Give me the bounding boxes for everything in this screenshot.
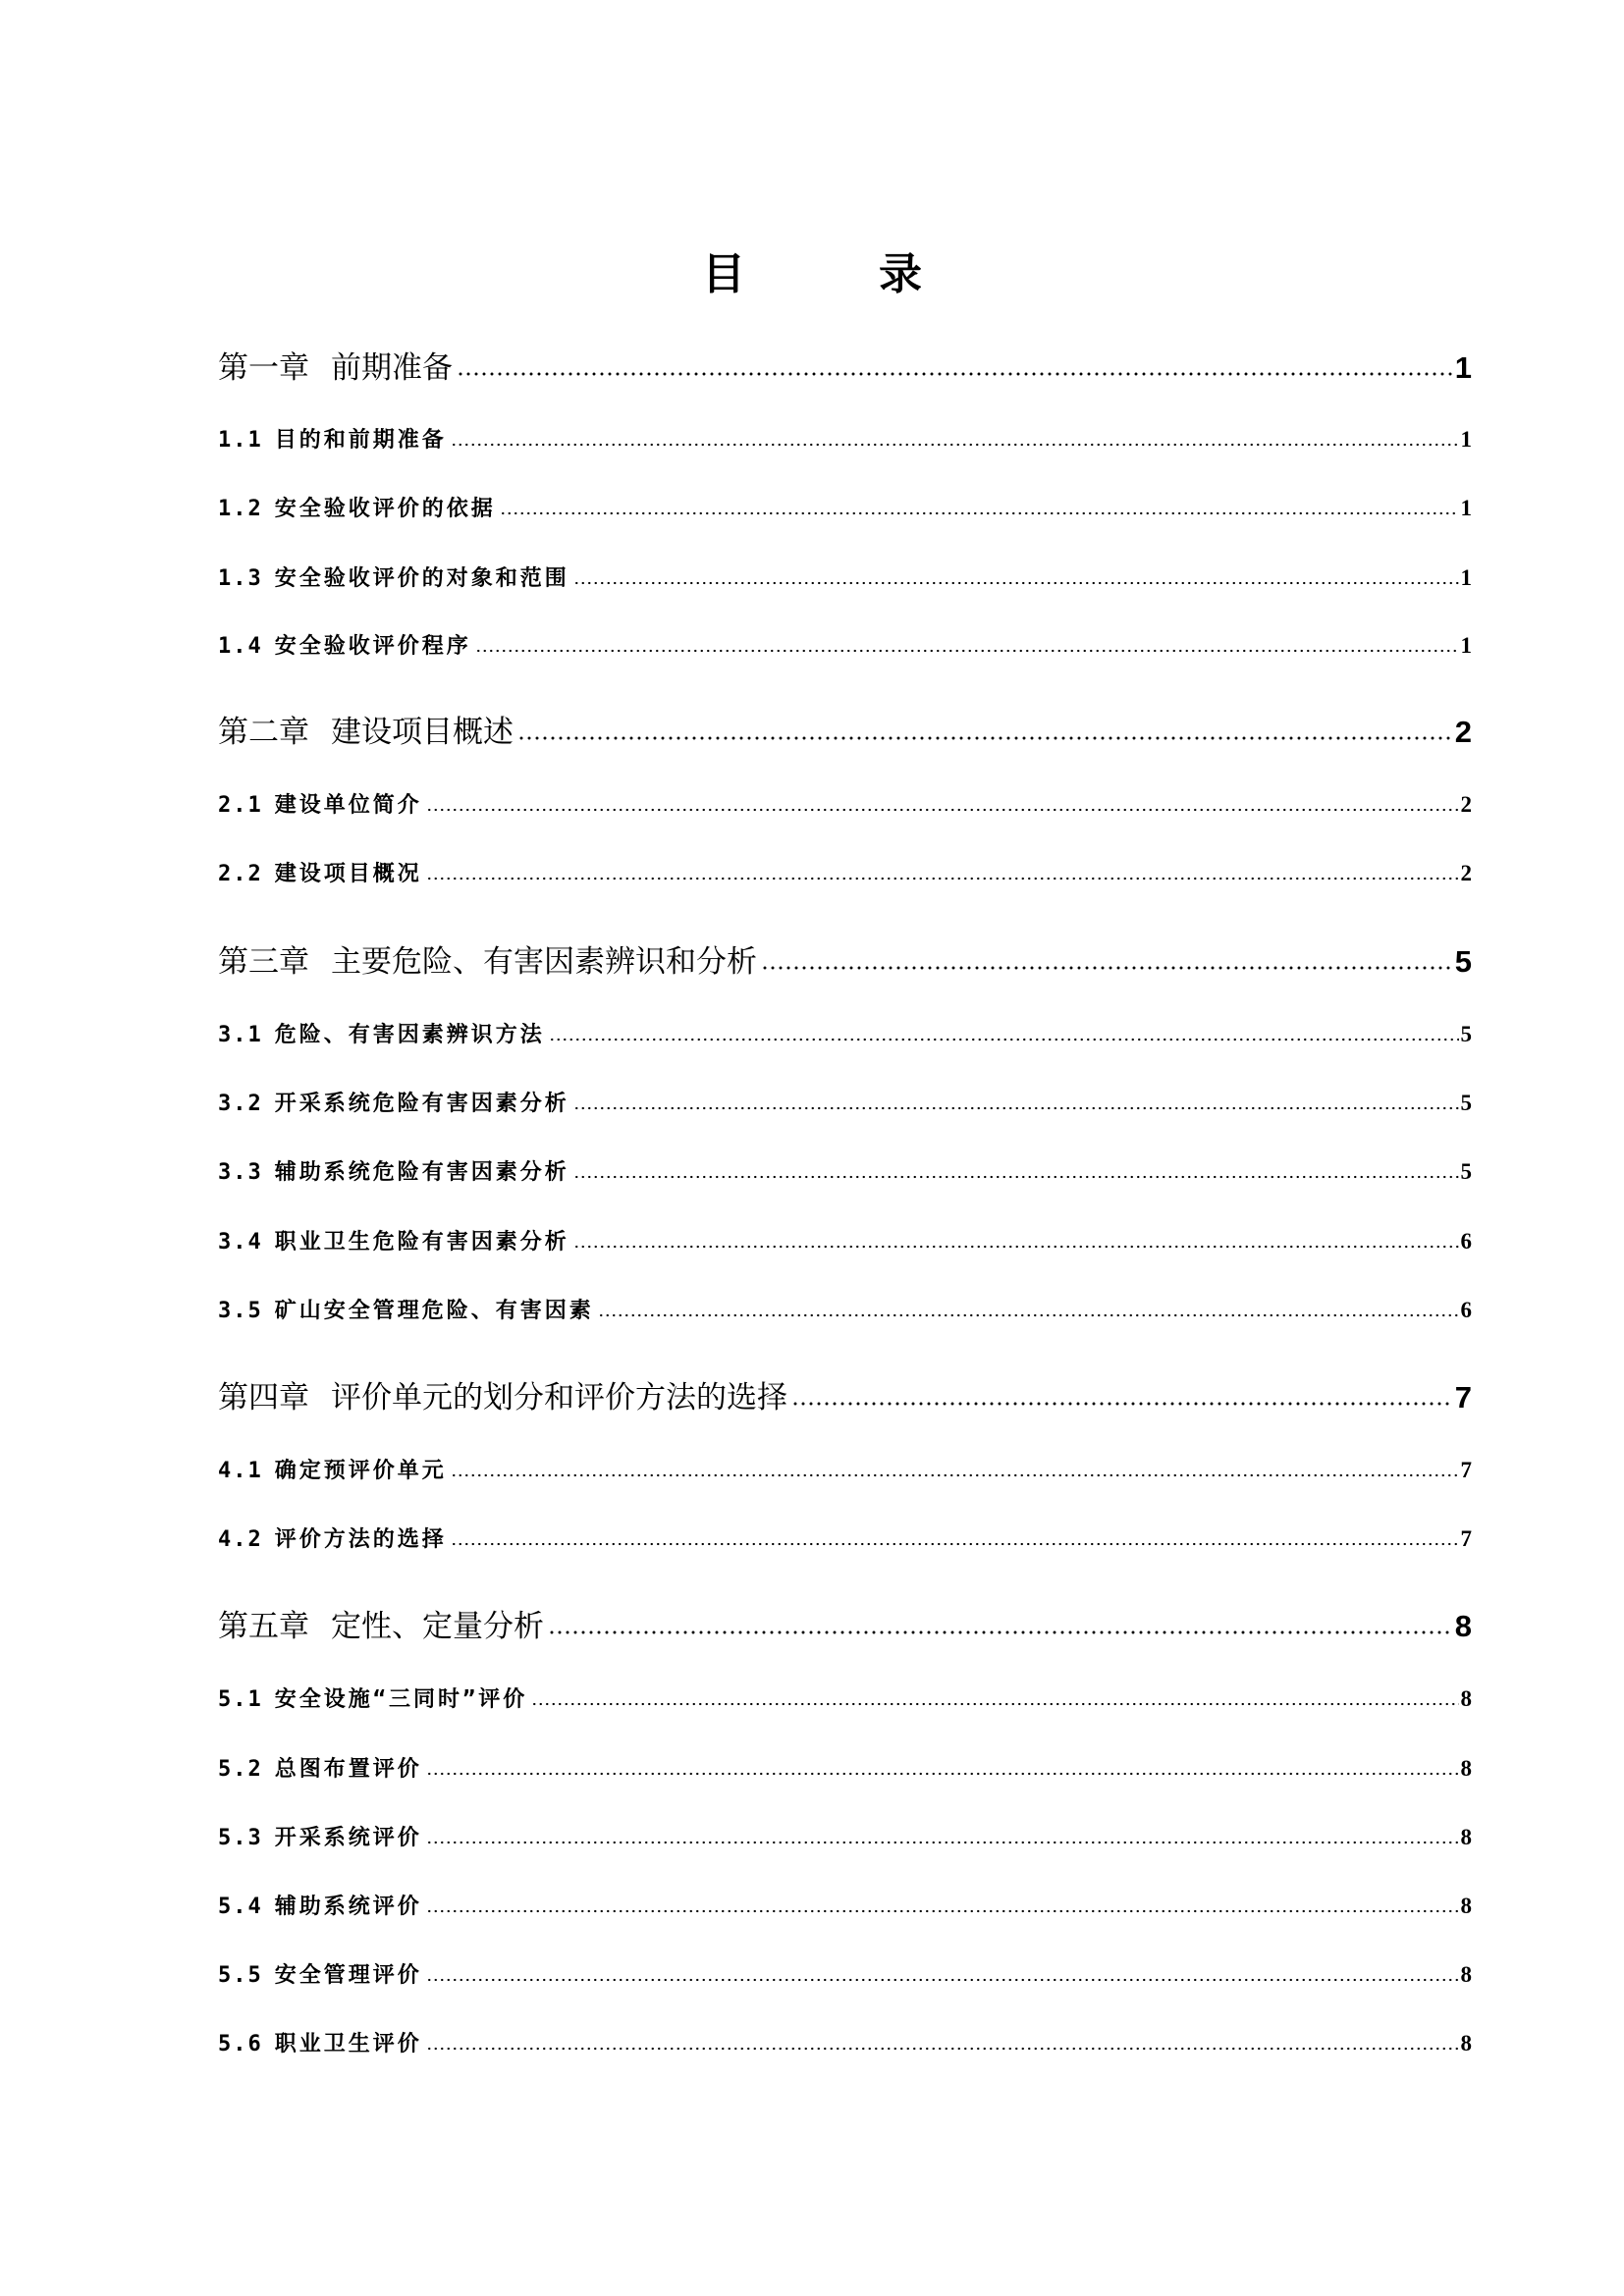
toc-entry-label: 危险、有害因素辨识方法 <box>274 1023 545 1047</box>
toc-dot-leader <box>549 1021 1459 1049</box>
toc-section-entry[interactable] <box>218 564 1472 593</box>
toc-entry-number: 1.4 <box>218 634 263 659</box>
toc-entry-label: 安全管理评价 <box>274 1963 422 1988</box>
toc-chapter-entry[interactable] <box>218 1380 1472 1415</box>
toc-section-entry[interactable] <box>218 1893 1472 1921</box>
toc-entry-number: 5.3 <box>218 1826 263 1850</box>
toc-entry-number: 5.4 <box>218 1895 263 1919</box>
toc-entry-page-number: 6 <box>1460 1229 1472 1254</box>
toc-entry-label: 职业卫生危险有害因素分析 <box>274 1230 569 1255</box>
toc-entry-number: 4.1 <box>218 1459 263 1483</box>
toc-dot-leader <box>517 715 1453 750</box>
toc-entry-page-number: 1 <box>1460 427 1472 452</box>
toc-entry-number: 5.2 <box>218 1757 263 1782</box>
toc-entry-number: 4.2 <box>218 1527 263 1552</box>
toc-chapter-entry[interactable] <box>218 350 1472 386</box>
toc-section-entry[interactable] <box>218 1525 1472 1554</box>
toc-entry-number: 第三章 <box>218 944 309 980</box>
toc-entry-number: 1.1 <box>218 428 263 453</box>
toc-entry-number: 2.2 <box>218 862 263 886</box>
toc-entry-label: 建设单位简介 <box>274 793 422 818</box>
toc-section-entry[interactable] <box>218 1090 1472 1118</box>
toc-section-entry[interactable] <box>218 1158 1472 1187</box>
toc-dot-leader <box>426 1961 1459 1990</box>
toc-dot-leader <box>451 1457 1459 1485</box>
toc-entry-page-number: 5 <box>1460 1022 1472 1046</box>
toc-entry-page-number: 1 <box>1460 565 1472 590</box>
toc-entry-number: 第四章 <box>218 1380 309 1415</box>
toc-entry-label: 总图布置评价 <box>274 1757 422 1782</box>
toc-section-entry[interactable] <box>218 1685 1472 1714</box>
toc-dot-leader <box>500 495 1459 523</box>
toc-entry-label: 开采系统危险有害因素分析 <box>274 1092 569 1116</box>
toc-entry-number: 第二章 <box>218 715 309 750</box>
toc-section-entry[interactable] <box>218 1755 1472 1784</box>
toc-entry-page-number: 5 <box>1460 1091 1472 1115</box>
toc-entry-label: 定性、定量分析 <box>331 1609 544 1644</box>
toc-dot-leader <box>573 1090 1459 1118</box>
toc-entry-page-number: 8 <box>1454 1609 1472 1643</box>
toc-entry-number: 第一章 <box>218 350 309 386</box>
toc-dot-leader <box>791 1380 1453 1415</box>
toc-entry-label: 辅助系统危险有害因素分析 <box>274 1160 569 1185</box>
toc-section-entry[interactable] <box>218 1021 1472 1049</box>
toc-entry-page-number: 2 <box>1460 861 1472 885</box>
toc-section-entry[interactable] <box>218 791 1472 820</box>
toc-entry-page-number: 8 <box>1460 2031 1472 2056</box>
toc-dot-leader <box>426 2030 1459 2058</box>
toc-dot-leader <box>531 1685 1458 1714</box>
toc-entry-page-number: 7 <box>1460 1526 1472 1551</box>
toc-entry-number: 1.2 <box>218 497 263 521</box>
toc-dot-leader <box>598 1297 1459 1325</box>
toc-entry-number: 第五章 <box>218 1609 309 1644</box>
toc-dot-leader <box>457 350 1453 386</box>
toc-entry-page-number: 2 <box>1454 715 1472 749</box>
toc-dot-leader <box>761 944 1453 980</box>
toc-section-entry[interactable] <box>218 426 1472 454</box>
toc-entry-page-number: 5 <box>1460 1159 1472 1184</box>
toc-dot-leader <box>573 1158 1459 1187</box>
toc-entry-number: 3.5 <box>218 1299 263 1323</box>
toc-entry-label: 前期准备 <box>331 350 453 386</box>
toc-entry-page-number: 7 <box>1454 1380 1472 1415</box>
toc-entry-label: 主要危险、有害因素辨识和分析 <box>331 944 757 980</box>
toc-entry-label: 评价方法的选择 <box>274 1527 447 1552</box>
toc-dot-leader <box>426 860 1459 888</box>
toc-section-entry[interactable] <box>218 2030 1472 2058</box>
toc-entry-page-number: 8 <box>1460 1894 1472 1918</box>
toc-section-entry[interactable] <box>218 1824 1472 1852</box>
toc-section-entry[interactable] <box>218 1457 1472 1485</box>
toc-dot-leader <box>451 426 1459 454</box>
toc-entry-label: 安全设施“三同时”评价 <box>274 1687 528 1712</box>
toc-section-entry[interactable] <box>218 632 1472 661</box>
toc-entry-page-number: 1 <box>1454 350 1472 385</box>
toc-dot-leader <box>451 1525 1459 1554</box>
toc-entry-page-number: 1 <box>1460 496 1472 520</box>
toc-entry-page-number: 8 <box>1460 1962 1472 1987</box>
toc-section-entry[interactable] <box>218 1961 1472 1990</box>
toc-dot-leader <box>573 1228 1459 1256</box>
toc-dot-leader <box>426 1755 1459 1784</box>
toc-entry-label: 安全验收评价的依据 <box>274 497 496 521</box>
toc-section-entry[interactable] <box>218 1297 1472 1325</box>
toc-entry-page-number: 7 <box>1460 1458 1472 1482</box>
toc-dot-leader <box>426 1824 1459 1852</box>
toc-entry-label: 建设项目概述 <box>331 715 514 750</box>
toc-section-entry[interactable] <box>218 860 1472 888</box>
toc-entry-label: 建设项目概况 <box>274 862 422 886</box>
toc-entry-number: 5.6 <box>218 2032 263 2056</box>
toc-dot-leader <box>475 632 1459 661</box>
toc-dot-leader <box>426 791 1459 820</box>
toc-entry-number: 3.3 <box>218 1160 263 1185</box>
toc-entry-page-number: 2 <box>1460 792 1472 817</box>
toc-section-entry[interactable] <box>218 1228 1472 1256</box>
toc-entry-page-number: 8 <box>1460 1756 1472 1781</box>
toc-chapter-entry[interactable] <box>218 1609 1472 1644</box>
toc-dot-leader <box>548 1609 1453 1644</box>
toc-entry-page-number: 8 <box>1460 1825 1472 1849</box>
toc-entry-label: 目的和前期准备 <box>274 428 447 453</box>
toc-entry-number: 2.1 <box>218 793 263 818</box>
toc-entry-label: 评价单元的划分和评价方法的选择 <box>331 1380 787 1415</box>
toc-entry-number: 3.1 <box>218 1023 263 1047</box>
toc-entry-page-number: 1 <box>1460 633 1472 658</box>
toc-entry-label: 辅助系统评价 <box>274 1895 422 1919</box>
toc-section-entry[interactable] <box>218 495 1472 523</box>
toc-entry-label: 矿山安全管理危险、有害因素 <box>274 1299 594 1323</box>
toc-entry-label: 开采系统评价 <box>274 1826 422 1850</box>
toc-entry-page-number: 6 <box>1460 1298 1472 1322</box>
toc-entry-number: 3.2 <box>218 1092 263 1116</box>
toc-entry-number: 3.4 <box>218 1230 263 1255</box>
toc-entry-page-number: 5 <box>1454 944 1472 979</box>
toc-entry-page-number: 8 <box>1460 1686 1472 1711</box>
toc-entry-number: 1.3 <box>218 566 263 591</box>
toc-entry-number: 5.5 <box>218 1963 263 1988</box>
toc-entry-label: 安全验收评价程序 <box>274 634 471 659</box>
toc-entry-label: 安全验收评价的对象和范围 <box>274 566 569 591</box>
toc-entry-number: 5.1 <box>218 1687 263 1712</box>
toc-entry-label: 职业卫生评价 <box>274 2032 422 2056</box>
toc-entry-label: 确定预评价单元 <box>274 1459 447 1483</box>
toc-dot-leader <box>573 564 1459 593</box>
toc-title: 目 录 <box>702 249 967 299</box>
toc-chapter-entry[interactable] <box>218 944 1472 980</box>
toc-dot-leader <box>426 1893 1459 1921</box>
toc-chapter-entry[interactable] <box>218 715 1472 750</box>
